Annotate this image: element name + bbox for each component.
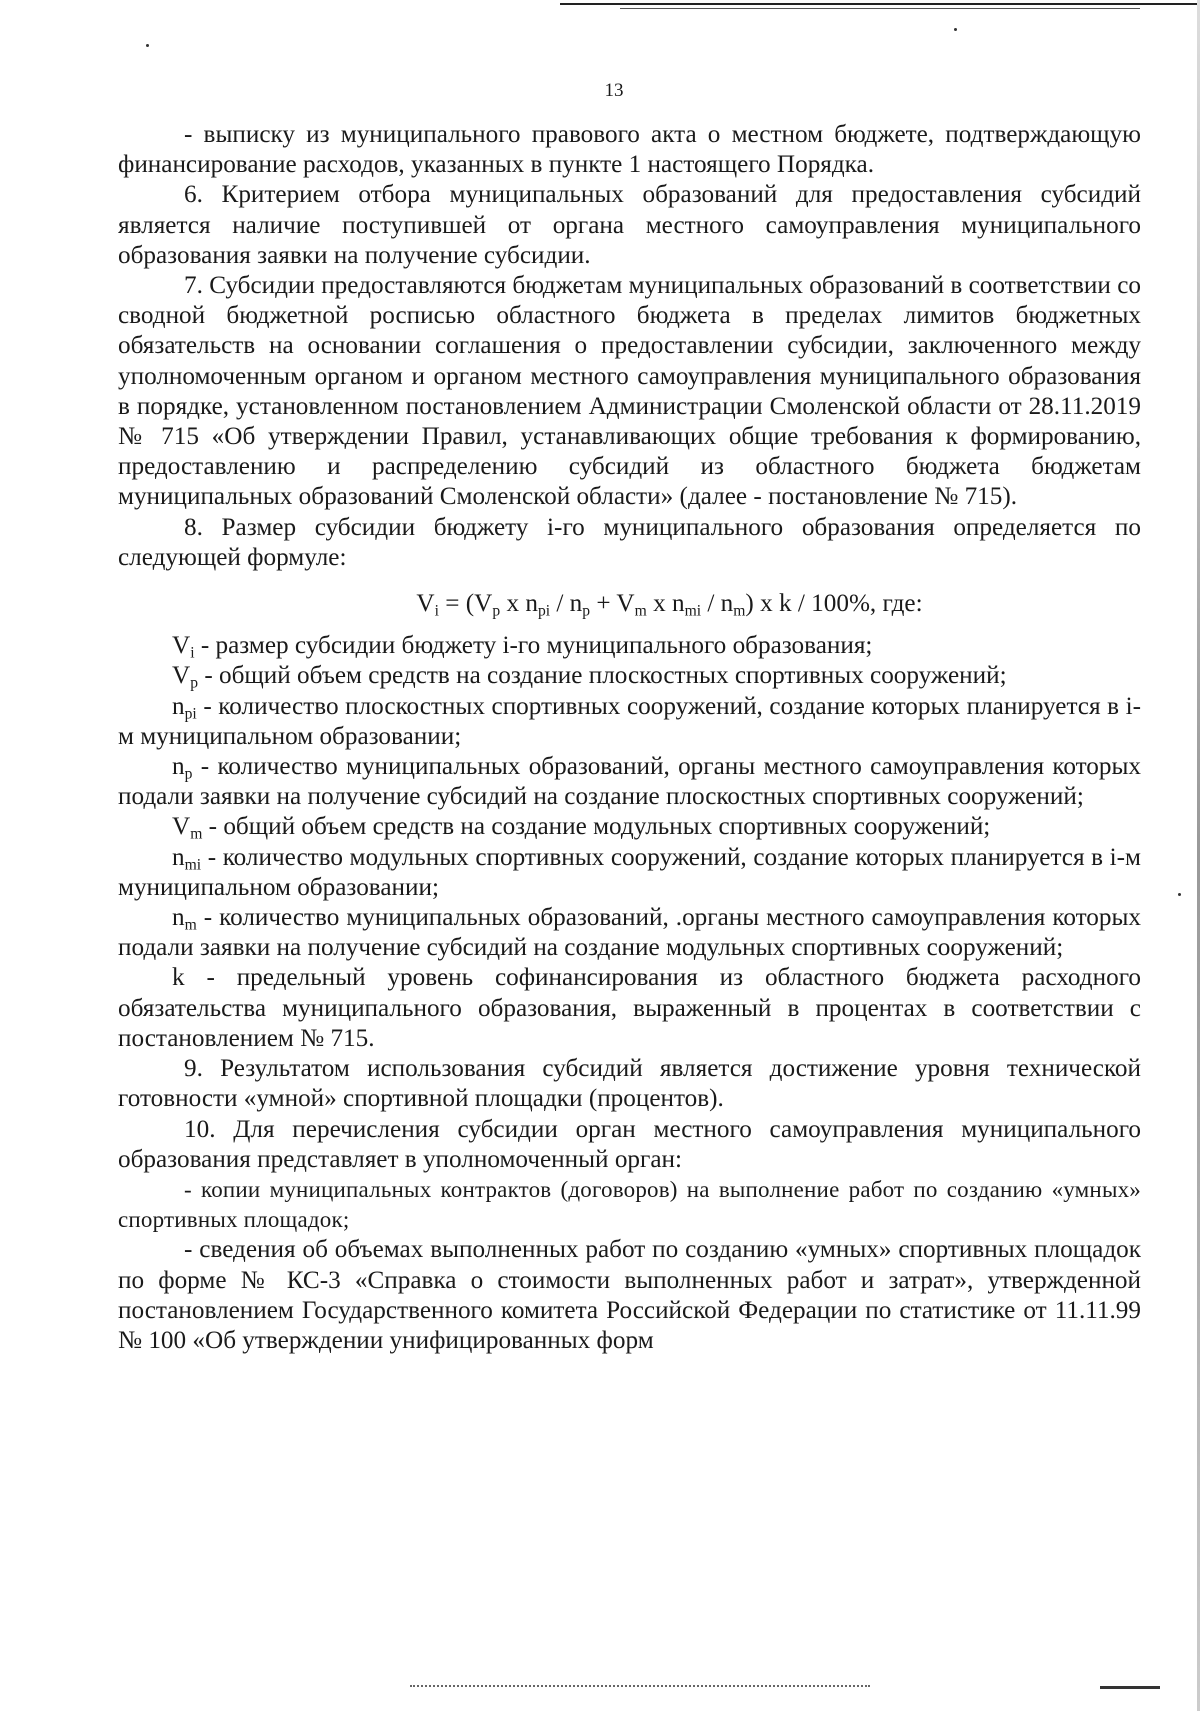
document-body	[118, 120, 1141, 1356]
scan-speck	[146, 44, 149, 47]
definition-vi: $V_i$ - размер субсидии бюджету i-го муниципального образования;	[172, 632, 873, 662]
scan-speck	[1178, 893, 1181, 896]
definition-vm: $V_m$ - общий объем средств на создание модульных спортивных сооружений;	[172, 813, 991, 843]
scan-artifact-top-line-thin	[620, 8, 1140, 9]
paragraph-statement-extract: - выписку из муниципального правового акта о местном бюджете, подтверждающую финансирование расходов, указанных в пункте 1 настоящего Порядка.	[118, 121, 1141, 179]
scan-artifact-bottom-line	[410, 1685, 870, 1689]
paragraph-10-work-volume: - сведения об объемах выполненных работ по созданию «умных» спортивных площадок по форме № КС-3 «Справка о стоимости выполненных работ и затрат», утвержденной постановлением Государственного комитета Российской Федерации по статистике от 11.11.99 № 100 «Об утверждении унифицированных форм	[118, 1236, 1141, 1354]
scan-artifact-bottom-mark	[1100, 1686, 1160, 1689]
definition-vp: $V_p$ - общий объем средств на создание плоскостных спортивных сооружений;	[172, 662, 1007, 692]
paragraph-6-selection-criterion: 6. Критерием отбора муниципальных образований для предоставления субсидий является наличие поступившей от органа местного самоуправления муниципального образования заявки на получение субсидии.	[118, 181, 1141, 269]
paragraph-8-subsidy-size: 8. Размер субсидии бюджету i-го муниципального образования определяется по следующей формуле:	[118, 513, 1141, 571]
scan-artifact-top-line	[560, 3, 1200, 5]
definition-k: k - предельный уровень софинансирования из областного бюджета расходного обязательства муниципального образования, выраженный в процентах в соответствии с постановлением № 715.	[118, 964, 1141, 1052]
definition-nmi: $n_{mi}$ - количество модульных спортивных сооружений, создание которых планируется в i-м муниципальном образовании;	[118, 843, 1141, 901]
paragraph-10-contracts: - копии муниципальных контрактов (договоров) на выполнение работ по созданию «умных» спортивных площадок;	[118, 1176, 1141, 1233]
paragraph-9-result: 9. Результатом использования субсидий является достижение уровня технической готовности «умной» спортивной площадки (процентов).	[118, 1055, 1141, 1113]
paragraph-7-subsidy-provision: 7. Субсидии предоставляются бюджетам муниципальных образований в соответствии со сводной бюджетной росписью областного бюджета в пределах лимитов бюджетных обязательств на основании соглашения о предоставлении субсидии, заключенного между уполномоченным органом и органом местного самоуправления муниципального образования в порядке, установленном постановлением Администрации Смоленской области от 28.11.2019 № 715 «Об утверждении Правил, устанавливающих общие требования к формированию, предоставлению и распределению субсидий из областного бюджета бюджетам муниципальных образований Смоленской области» (далее - постановление № 715).	[118, 272, 1141, 511]
definition-np: $n_p$ - количество муниципальных образований, органы местного самоуправления которых подали заявки на получение субсидий на создание плоскостных спортивных сооружений;	[118, 753, 1141, 811]
definition-npi: $n_{pi}$ - количество плоскостных спортивных сооружений, создание которых планируется в i-м муниципальном образовании;	[118, 692, 1141, 750]
scan-speck	[954, 28, 957, 31]
paragraph-10-transfer: 10. Для перечисления субсидии орган местного самоуправления муниципального образования представляет в уполномоченный орган:	[118, 1115, 1141, 1173]
definition-nm: $n_m$ - количество муниципальных образований, .органы местного самоуправления которых подали заявки на получение субсидий на создание модульных спортивных сооружений;	[118, 904, 1141, 962]
page-number: 13	[604, 80, 624, 101]
subsidy-formula: $V_i = (V_p$ x $n_{pi} / n_p + V_m$ x $n_{mi} / n_m$) x k / 100%, где:	[416, 590, 923, 620]
